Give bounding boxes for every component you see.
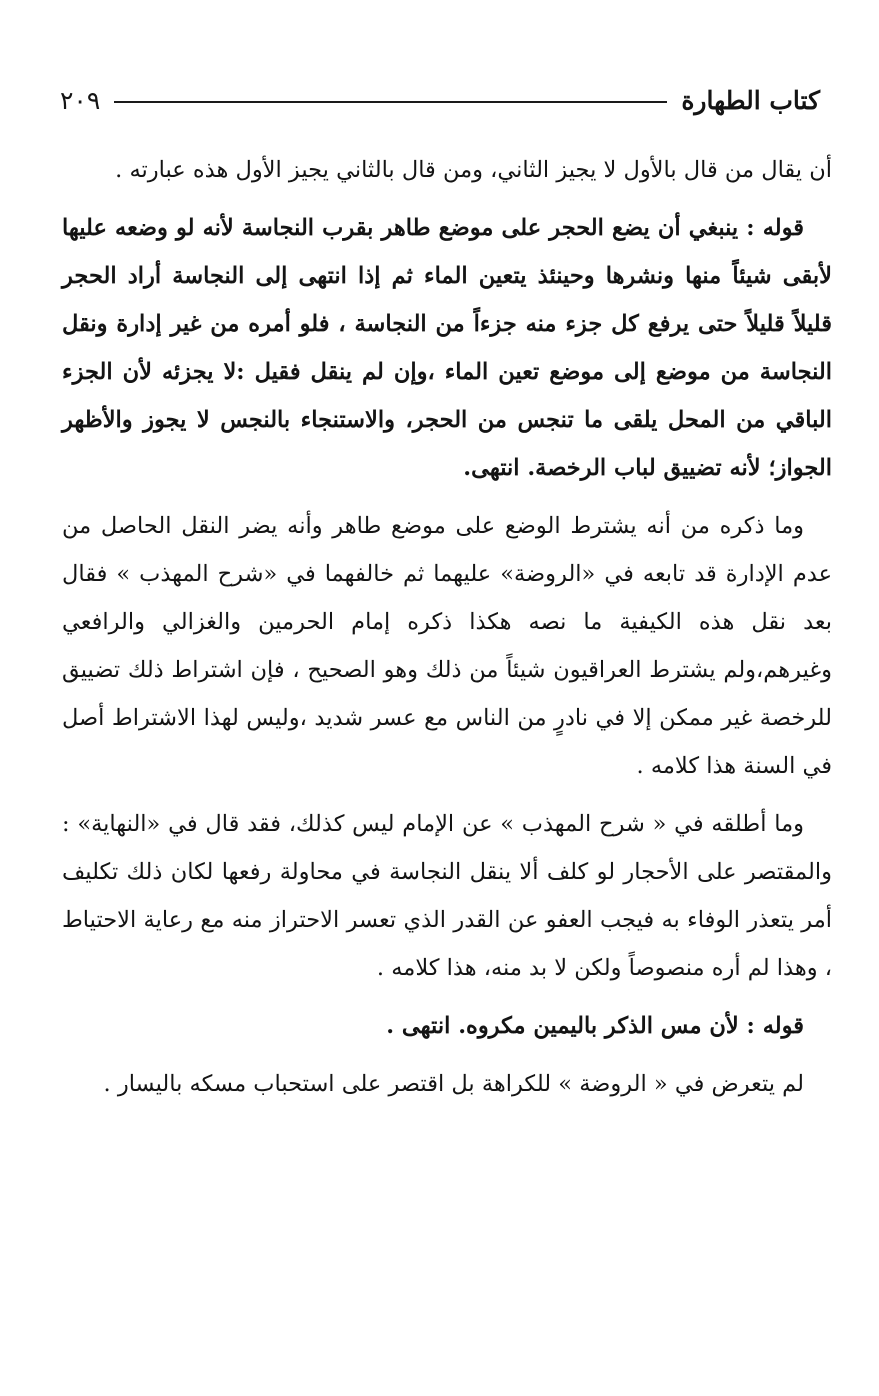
book-title: كتاب الطهارة [681, 85, 820, 115]
paragraph-continuation: أن يقال من قال بالأول لا يجيز الثاني، ومن قال بالثاني يجيز الأول هذه عبارته . [115, 157, 832, 183]
paragraph-commentary-nihaya: وما أطلقه في « شرح المهذب » عن الإمام ليس كذلك، فقد قال في «النهاية» : والمقتصر على الأحجار لو كلف ألا ينقل النجاسة في محاولة رفعها لكان ذلك تكليف أمر يتعذر الوفاء به فيجب العفو عن القدر الذي تعسر الاحتراز منه مع رعاية الاحتياط ، وهذا لم أره منصوصاً ولكن لا بد منه، هذا كلامه . [62, 811, 832, 981]
header-rule [114, 101, 667, 103]
paragraph-commentary-rawda: وما ذكره من أنه يشترط الوضع على موضع طاهر وأنه يضر النقل الحاصل من عدم الإدارة قد تابعه في «الروضة» عليهما ثم خالفهما في «شرح المهذب » فقال بعد نقل هذه الكيفية ما نصه هكذا ذكره إمام الحرمين والغزالي والرافعي وغيرهم،ولم يشترط العراقيون شيئاً من ذلك وهو الصحيح ، فإن اشتراط ذلك تضييق للرخصة غير ممكن إلا في نادرٍ من الناس مع عسر شديد ،وليس لهذا الاشتراط أصل في السنة هذا كلامه . [62, 513, 832, 779]
running-header [60, 78, 820, 122]
paragraph-quote-right-hand: قوله : لأن مس الذكر باليمين مكروه. انتهى . [386, 1013, 804, 1039]
paragraph-quote-stone-placement: قوله : ينبغي أن يضع الحجر على موضع طاهر بقرب النجاسة لأنه لو وضعه عليها لأبقى شيئاً منها ونشرها وحينئذ يتعين الماء ثم إذا انتهى إلى النجاسة أراد الحجر قليلاً قليلاً حتى يرفع كل جزء منه جزءاً من النجاسة ، فلو أمره من غير إدارة ونقل النجاسة من موضع إلى موضع تعين الماء ،وإن لم ينقل فقيل :لا يجزئه لأن الجزء الباقي من المحل يلقى ما تنجس من الحجر، والاستنجاء بالنجس لا يجوز والأظهر الجواز؛ لأنه تضييق لباب الرخصة. انتهى. [62, 215, 832, 481]
page-number: ٢٠٩ [60, 85, 101, 115]
paragraph-commentary-left-hand: لم يتعرض في « الروضة » للكراهة بل اقتصر على استحباب مسكه باليسار . [103, 1071, 804, 1097]
body-text [62, 146, 832, 1108]
